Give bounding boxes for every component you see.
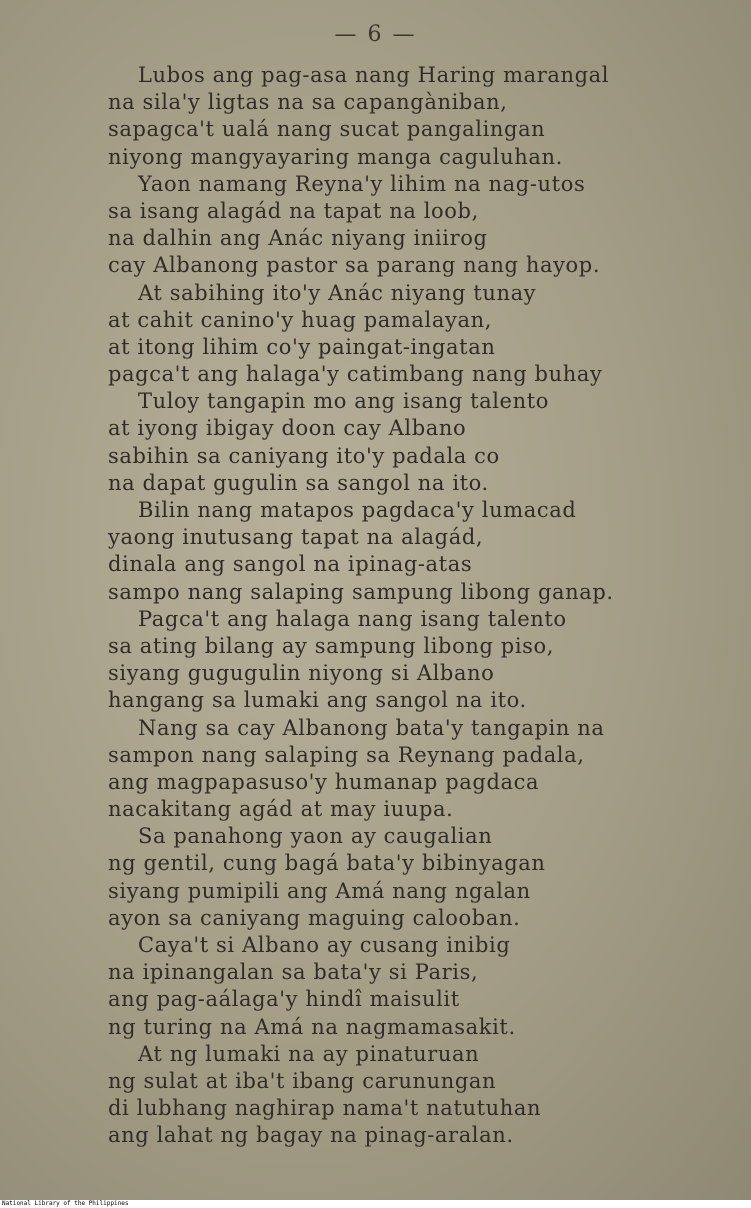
stanza [108,171,728,280]
poem-line: hangang sa lumaki ang sangol na ito. [108,688,527,713]
poem-body [108,62,728,1150]
stanza [108,388,728,497]
stanza [108,497,728,606]
poem-line: pagca't ang halaga'y catimbang nang buhay [108,362,603,387]
poem-line: at iyong ibigay doon cay Albano [108,416,467,441]
poem-line: ng gentil, cung bagá bata'y bibinyagan [108,851,546,876]
stanza [108,715,728,824]
poem-line: Bilin nang matapos pagdaca'y lumacad [138,498,577,522]
poem-line: niyong mangyayaring manga caguluhan. [108,144,563,169]
poem-line: na dalhin ang Anác niyang iniirog [108,226,488,251]
poem-line: ng turing na Amá na nagmamasakit. [108,1014,516,1039]
poem-line: Sa panahong yaon ay caugalian [138,824,493,849]
stanza [108,932,728,1041]
poem-line: cay Albanong pastor sa parang nang hayop. [108,253,601,278]
poem-line: Lubos ang pag-asa nang Haring marangal [138,63,610,87]
poem-line: Yaon namang Reyna'y lihim na nag-utos [138,171,586,196]
poem-line: na dapat gugulin sa sangol na ito. [108,470,489,495]
poem-line: sa ating bilang ay sampung libong piso, [108,633,555,658]
poem-line: ang lahat ng bagay na pinag-aralan. [108,1123,514,1148]
poem-line: na ipinangalan sa bata'y si Paris, [108,960,479,985]
stanza [108,606,728,715]
poem-line: sapagca't ualá nang sucat pangalingan [108,117,546,142]
poem-line: sampon nang salaping sa Reynang padala, [108,742,585,767]
poem-line: At sabihing ito'y Anác niyang tunay [138,280,537,305]
stanza [108,62,728,171]
poem-line: ang magpapasuso'y humanap pagdaca [108,769,540,794]
poem-line: siyang pumipili ang Amá nang ngalan [108,878,531,903]
poem-line: Tuloy tangapin mo ang isang talento [138,389,549,414]
poem-line: na sila'y ligtas na sa capangàniban, [108,90,508,115]
poem-line: dinala ang sangol na ipinag-atas [108,552,473,577]
poem-line: nacakitang agád at may iuupa. [108,797,454,822]
poem-line: di lubhang naghirap nama't natutuhan [108,1096,542,1121]
poem-line: sa isang alagád na tapat na loob, [108,198,479,223]
stanza [108,280,728,389]
poem-line: sampo nang salaping sampung libong ganap. [108,579,614,604]
poem-line: siyang gugugulin niyong si Albano [108,661,495,686]
stanza [108,823,728,932]
library-credit: National Library of the Philippines [2,1200,129,1207]
page-number: — 6 — [334,22,417,47]
poem-line: ng sulat at iba't ibang carunungan [108,1068,497,1093]
poem-line: Caya't si Albano ay cusang inibig [138,933,511,957]
poem-line: sabihin sa caniyang ito'y padala co [108,443,500,468]
poem-line: at itong lihim co'y paingat-ingatan [108,334,496,359]
poem-line: yaong inutusang tapat na alagád, [108,525,484,550]
stanza [108,1041,728,1150]
poem-line: Nang sa cay Albanong bata'y tangapin na [138,715,605,740]
poem-line: at cahit canino'y huag pamalayan, [108,307,492,332]
poem-line: ang pag-aálaga'y hindî maisulit [108,987,460,1012]
poem-line: ayon sa caniyang maguing calooban. [108,905,521,930]
poem-line: Pagca't ang halaga nang isang talento [138,606,567,631]
poem-line: At ng lumaki na ay pinaturuan [138,1041,480,1066]
